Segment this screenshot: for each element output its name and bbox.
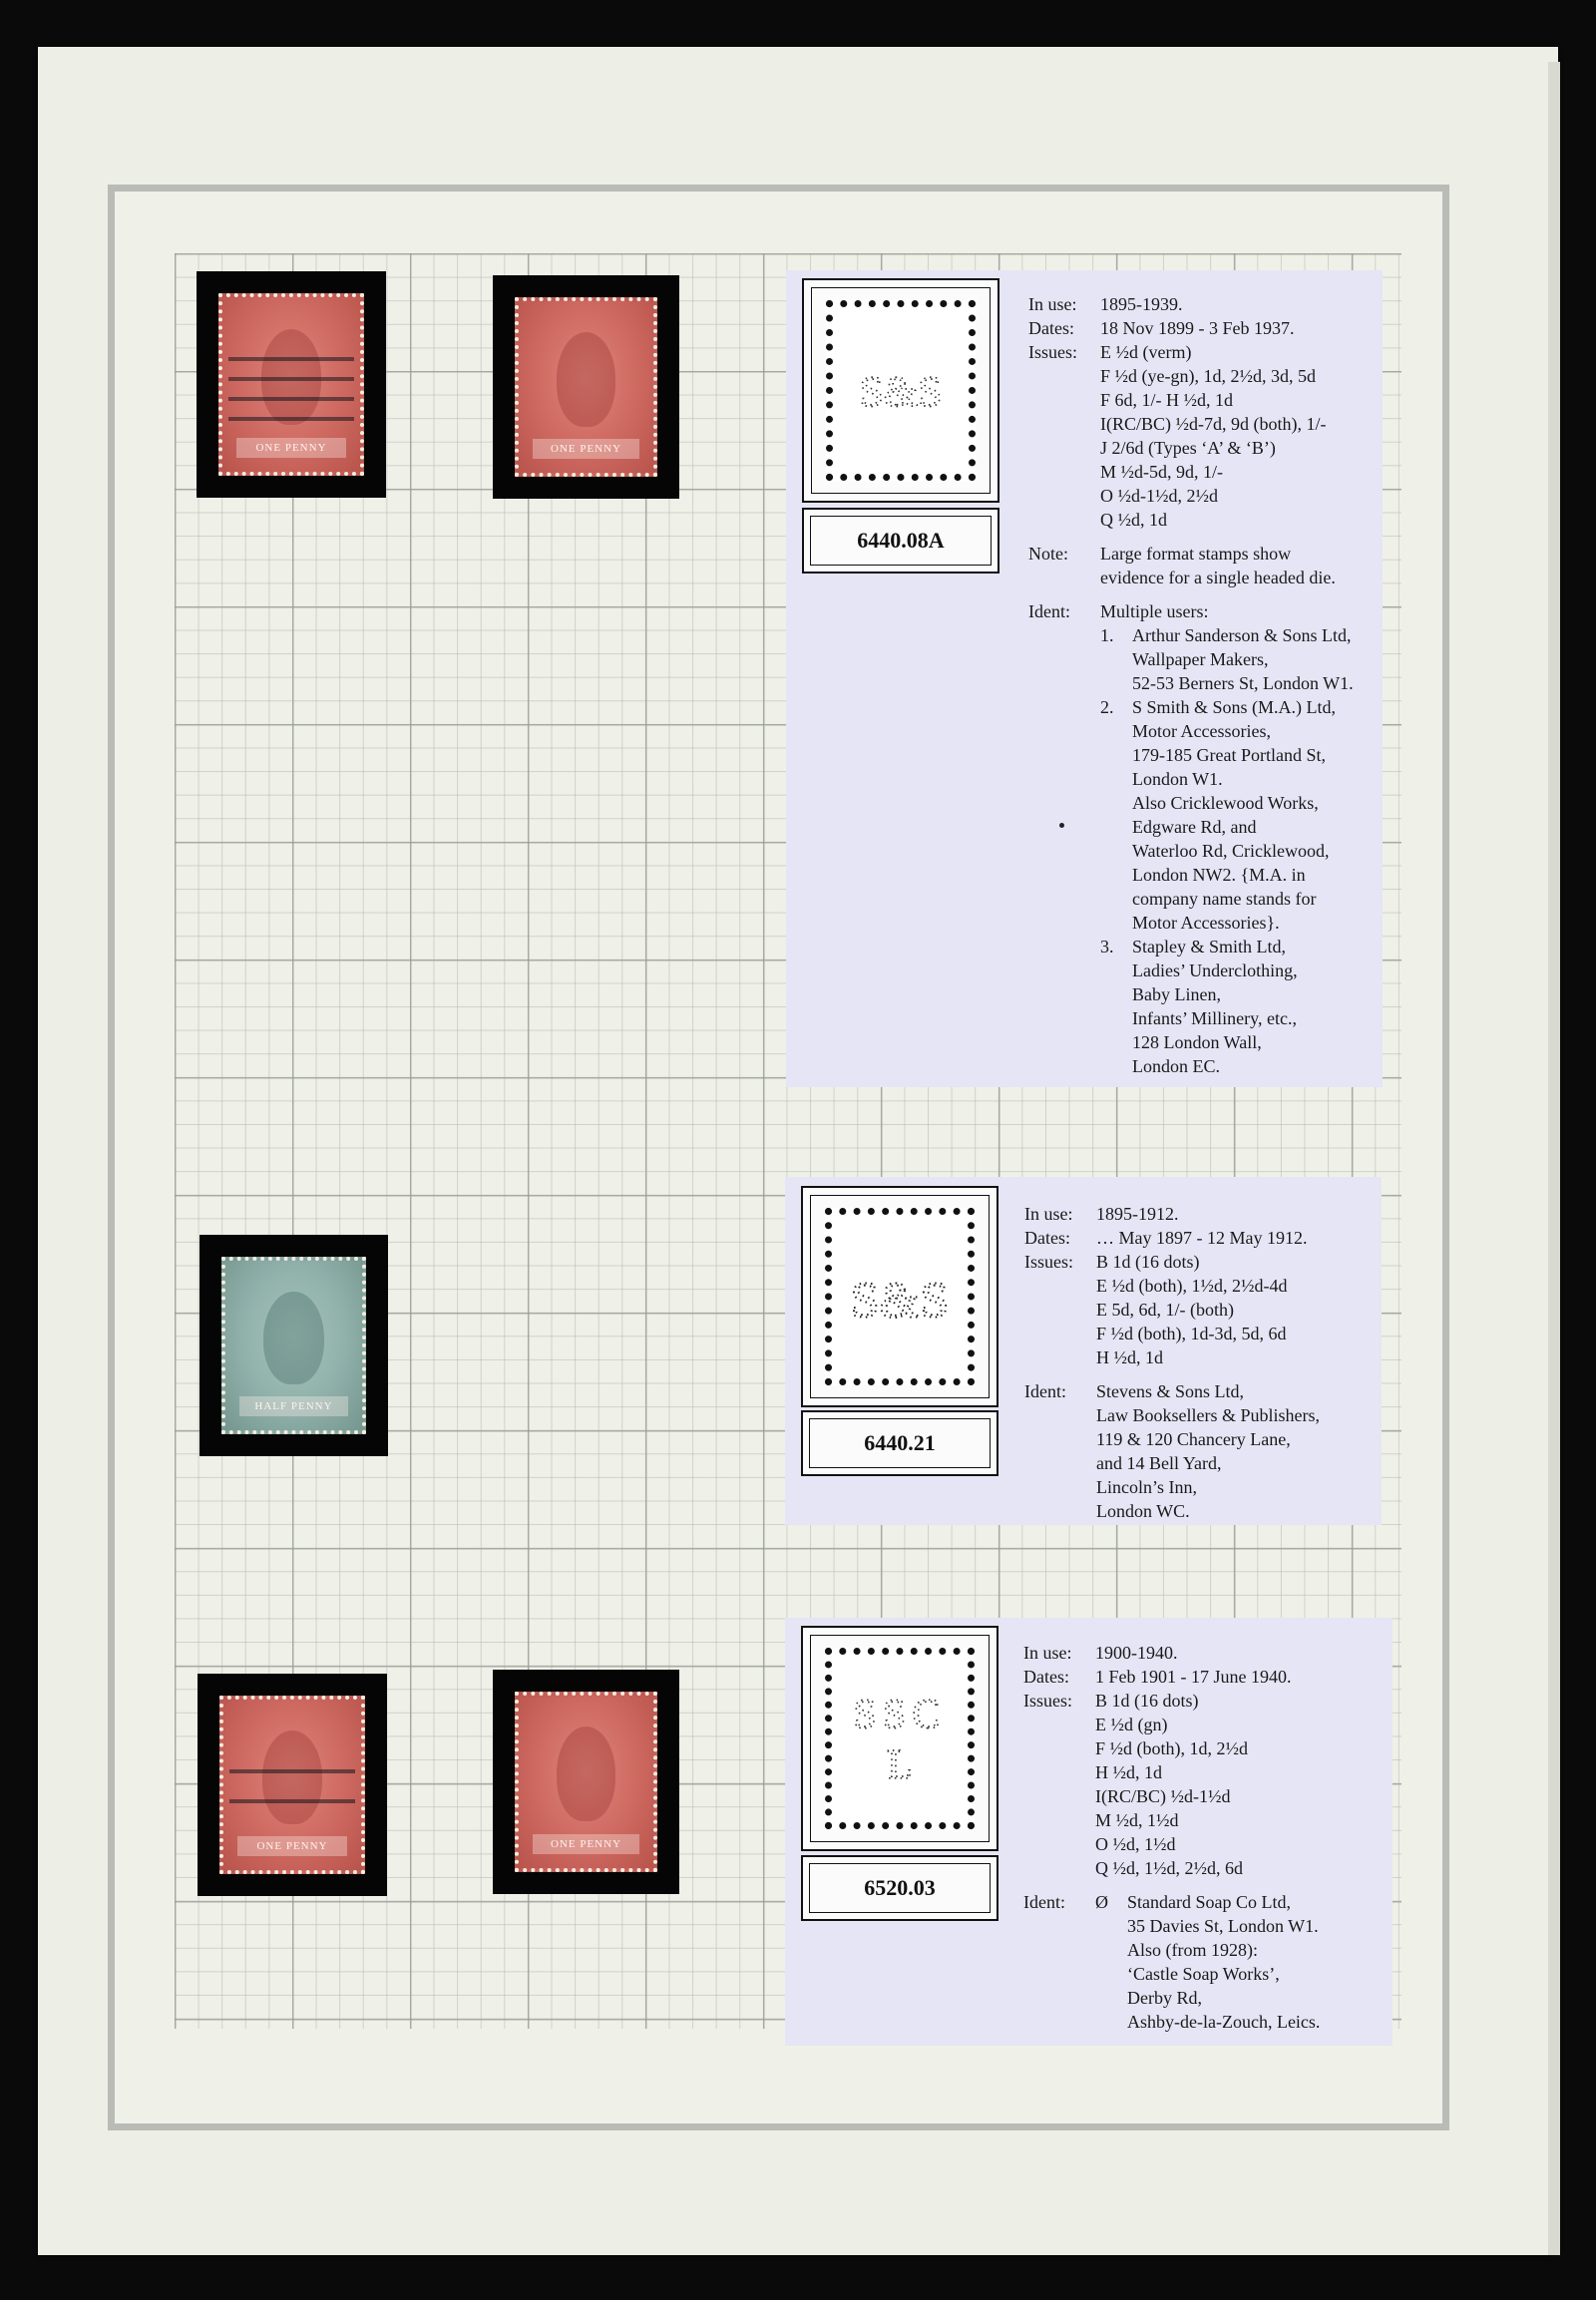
cancel-line [228,377,354,381]
die-stamp-outline [825,1208,975,1385]
catalogue-card [785,1618,1393,2046]
issue-line: Q ½d, 1½d, 2½d, 6d [1095,1858,1243,1878]
stamp-value-tab: HALF PENNY [239,1396,348,1416]
speck [1059,823,1064,828]
perfin-die-box [802,278,999,503]
ident-number: 2. [1100,697,1114,717]
issue-line: I(RC/BC) ½d-1½d [1095,1786,1231,1806]
ident-line: company name stands for [1132,889,1317,909]
ident-item [1095,1890,1388,2034]
stamp-value-tab: ONE PENNY [533,439,639,459]
perfin-letters-top: SSC [853,1692,947,1738]
stamp-mount [198,1674,387,1896]
catalogue-number-box [802,508,999,574]
issues-label: Issues: [1028,342,1077,362]
cancel-line [229,1769,355,1773]
dates-value: 18 Nov 1899 - 3 Feb 1937. [1100,318,1295,338]
ident-number: 1. [1100,625,1114,645]
perfin-letters-bottom: L [887,1741,913,1788]
issue-line: M ½d-5d, 9d, 1/- [1100,462,1223,482]
page-edge [1548,62,1560,2255]
dates-label: Dates: [1024,1228,1070,1248]
catalogue-card [786,270,1383,1087]
perfin-die-box [801,1186,998,1407]
issue-line: Q ½d, 1d [1100,510,1167,530]
stamp-mount [493,1670,679,1894]
die-frame [810,1635,990,1842]
in-use-label: In use: [1028,294,1077,314]
dates-label: Dates: [1028,318,1074,338]
stamp-one-penny-red [218,293,364,476]
stamp-value-tab: ONE PENNY [533,1834,639,1854]
dates-value: 1 Feb 1901 - 17 June 1940. [1095,1667,1292,1687]
cancel-line [228,357,354,361]
perfin-letters: S&S [850,1272,950,1330]
ident-item [1100,695,1380,935]
ident-line: Motor Accessories}. [1132,913,1280,933]
ident-item [1100,935,1380,1078]
catalogue-number-box [801,1855,998,1921]
ident-intro: Multiple users: [1100,601,1209,621]
ident-line: 119 & 120 Chancery Lane, [1096,1429,1291,1449]
cancel-line [229,1799,355,1803]
issue-line: E 5d, 6d, 1/- (both) [1096,1300,1234,1320]
catalogue-card [785,1177,1382,1525]
issue-line: E ½d (verm) [1100,342,1192,362]
issue-line: F 6d, 1/- H ½d, 1d [1100,390,1234,410]
stamp-mount [197,271,386,498]
ident-label: Ident: [1023,1892,1065,1912]
in-use-value: 1900-1940. [1095,1643,1178,1663]
ident-line: Also Cricklewood Works, [1132,793,1319,813]
die-stamp-outline [826,300,976,481]
stamp-one-penny-red [515,297,657,477]
ident-item [1100,623,1380,695]
catalogue-number: 6440.21 [809,1418,991,1468]
ident-line: Lincoln’s Inn, [1096,1477,1197,1497]
in-use-label: In use: [1024,1204,1073,1224]
ident-label: Ident: [1028,601,1070,621]
stamp-portrait [557,332,615,427]
ident-line: London WC. [1096,1501,1190,1521]
issue-line: O ½d, 1½d [1095,1834,1176,1854]
entry-info [1028,292,1380,1078]
issue-line: F ½d (both), 1d-3d, 5d, 6d [1096,1324,1287,1343]
dates-label: Dates: [1023,1667,1069,1687]
stamp-value-tab: ONE PENNY [236,438,346,458]
issue-line: M ½d, 1½d [1095,1810,1179,1830]
in-use-value: 1895-1912. [1096,1204,1179,1224]
stamp-half-penny-green [221,1257,366,1434]
ident-line: Baby Linen, [1132,984,1221,1004]
ident-line: Infants’ Millinery, etc., [1132,1008,1297,1028]
ident-line: London NW2. {M.A. in [1132,865,1306,885]
ident-line: 35 Davies St, London W1. [1127,1916,1319,1936]
catalogue-number-box [801,1410,998,1476]
ident-line: London EC. [1132,1056,1220,1076]
perfin-die-box [801,1626,998,1851]
issue-line: F ½d (ye-gn), 1d, 2½d, 3d, 5d [1100,366,1316,386]
ident-line: 128 London Wall, [1132,1032,1262,1052]
issue-line: E ½d (both), 1½d, 2½d-4d [1096,1276,1288,1296]
issue-line: O ½d-1½d, 2½d [1100,486,1218,506]
issues-label: Issues: [1024,1252,1073,1272]
ident-line: Ladies’ Underclothing, [1132,960,1298,980]
issues-label: Issues: [1023,1691,1072,1711]
ident-line: Stevens & Sons Ltd, [1096,1381,1245,1401]
issue-line: E ½d (gn) [1095,1715,1168,1734]
ident-line: ‘Castle Soap Works’, [1127,1964,1280,1984]
issue-line: B 1d (16 dots) [1096,1252,1200,1272]
note-line: evidence for a single headed die. [1100,568,1336,587]
stamp-mount [200,1235,388,1456]
stamp-value-tab: ONE PENNY [237,1836,347,1856]
die-frame [811,287,991,494]
dates-value: … May 1897 - 12 May 1912. [1096,1228,1308,1248]
perfin-pattern [832,1215,968,1378]
die-frame [810,1195,990,1398]
catalogue-number: 6520.03 [809,1863,991,1913]
stamp-portrait [263,1292,323,1385]
ident-line: Waterloo Rd, Cricklewood, [1132,841,1330,861]
cancel-line [228,397,354,401]
perfin-letters: S&S [859,368,943,417]
stamp-mount [493,275,679,499]
ident-line: London W1. [1132,769,1223,789]
stamp-portrait [557,1726,615,1821]
stamp-one-penny-red [219,1696,365,1874]
perfin-pattern [833,307,969,474]
ident-number: 3. [1100,937,1114,957]
note-line: Large format stamps show [1100,544,1292,564]
ident-line: Law Booksellers & Publishers, [1096,1405,1320,1425]
stamp-one-penny-red [515,1692,657,1872]
issue-line: H ½d, 1d [1096,1347,1163,1367]
note-label: Note: [1028,544,1068,564]
in-use-value: 1895-1939. [1100,294,1183,314]
in-use-label: In use: [1023,1643,1072,1663]
issue-line: H ½d, 1d [1095,1762,1162,1782]
ident-line: Wallpaper Makers, [1132,649,1269,669]
ident-line: Motor Accessories, [1132,721,1271,741]
issue-line: F ½d (both), 1d, 2½d [1095,1738,1248,1758]
ident-line: and 14 Bell Yard, [1096,1453,1222,1473]
ident-line: Arthur Sanderson & Sons Ltd, [1132,625,1352,645]
ident-line: 52-53 Berners St, London W1. [1132,673,1354,693]
ident-line: Edgware Rd, and [1132,817,1257,837]
entry-info [1023,1641,1388,2034]
entry-info [1024,1202,1376,1523]
catalogue-number: 6440.08A [810,516,992,566]
issue-line: B 1d (16 dots) [1095,1691,1199,1711]
die-stamp-outline [825,1648,975,1829]
issue-line: I(RC/BC) ½d-7d, 9d (both), 1/- [1100,414,1327,434]
ident-line: Derby Rd, [1127,1988,1202,2008]
ident-line: Ashby-de-la-Zouch, Leics. [1127,2012,1321,2032]
perfin-pattern [832,1655,968,1822]
ident-line: S Smith & Sons (M.A.) Ltd, [1132,697,1337,717]
ident-symbol: Ø [1095,1892,1108,1912]
cancel-line [228,417,354,421]
ident-line: Stapley & Smith Ltd, [1132,937,1287,957]
ident-line: Also (from 1928): [1127,1940,1258,1960]
stamp-portrait [262,1730,323,1824]
ident-line: 179-185 Great Portland St, [1132,745,1326,765]
ident-label: Ident: [1024,1381,1066,1401]
issue-line: J 2/6d (Types ‘A’ & ‘B’) [1100,438,1276,458]
ident-line: Standard Soap Co Ltd, [1127,1892,1291,1912]
